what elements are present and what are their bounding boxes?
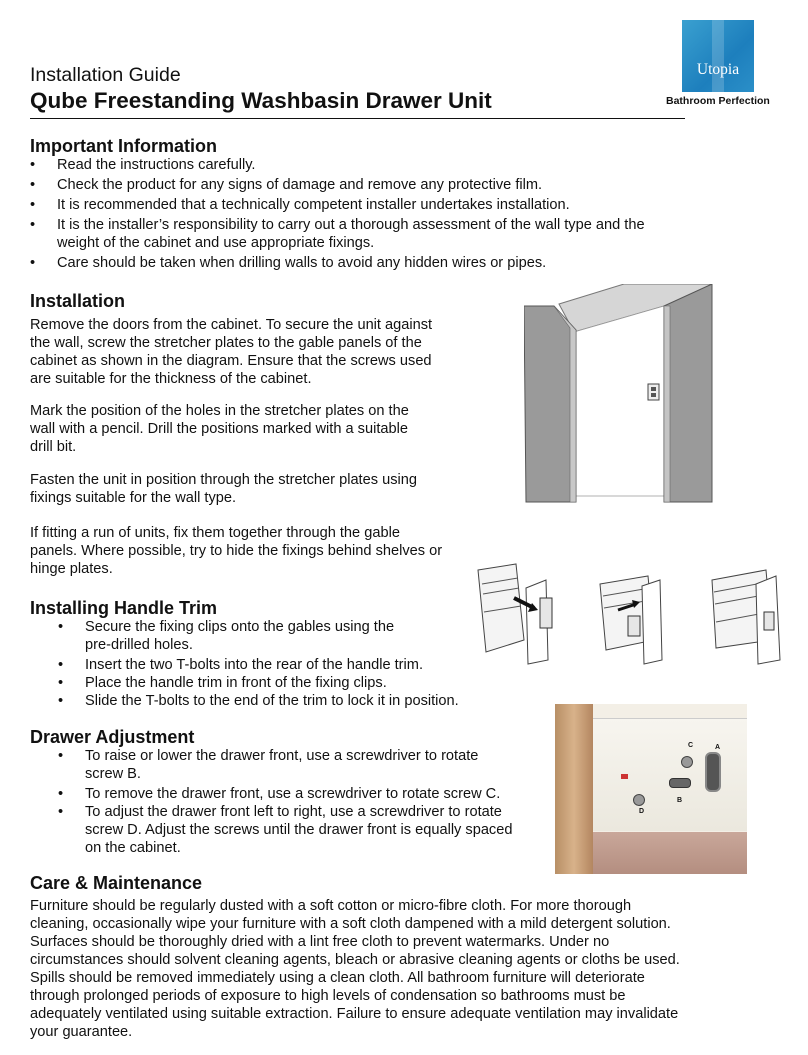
list-item: • To adjust the drawer front left to right, use a screwdriver to rotate screw D. Adjust the screws until the drawer front is equally spaced on the cabinet. bbox=[58, 804, 513, 856]
installation-paragraph: Fasten the unit in position through the stretcher plates using fixings suitable for the wall type. bbox=[30, 472, 417, 506]
bullet-icon: • bbox=[58, 693, 64, 709]
important-list bbox=[30, 156, 677, 274]
trim-step-3 bbox=[712, 570, 780, 664]
bracket-icon bbox=[648, 384, 659, 400]
handle-trim-list bbox=[58, 618, 485, 710]
bullet-icon: • bbox=[58, 748, 64, 764]
photo-label-b: B bbox=[677, 797, 683, 804]
list-item: • It is recommended that a technically competent installer undertakes installation. bbox=[30, 197, 570, 213]
right-gable-edge bbox=[664, 306, 670, 502]
installation-heading: Installation bbox=[30, 291, 126, 311]
bullet-icon: • bbox=[30, 157, 36, 173]
list-item: • Check the product for any signs of damage and remove any protective film. bbox=[30, 177, 543, 193]
floor-tiles bbox=[593, 832, 747, 874]
right-gable-panel bbox=[664, 284, 712, 502]
list-item: • Care should be taken when drilling walls to avoid any hidden wires or pipes. bbox=[30, 255, 547, 271]
list-item: • Place the handle trim in front of the fixing clips. bbox=[58, 675, 387, 691]
bullet-icon: • bbox=[58, 804, 64, 820]
list-item: • To raise or lower the drawer front, use a screwdriver to rotate screw B. bbox=[58, 748, 479, 782]
handle-trim-heading: Installing Handle Trim bbox=[30, 598, 218, 618]
logo-tagline: Bathroom Perfection bbox=[666, 95, 770, 107]
care-paragraph: Furniture should be regularly dusted with a soft cotton or micro-fibre cloth. For more thorough cleaning, occasionally wipe your furniture with a soft cloth dampened with a mild detergent solution. Surfaces should be thoroughly dried with a lint free cloth to prevent watermarks. Under no circumstances should solvent cleaning agents, bleach or abrasive cleaning agents or cloths be used. Spills should be removed immediately using a clean cloth. All bathroom furniture will deteriorate through prolonged periods of exposure to high levels of condensation so bathrooms must be adequately ventilated using suitable extraction. Failure to ensure adequate ventilation may invalidate your guarantee. bbox=[30, 898, 680, 1040]
list-item: • Insert the two T-bolts into the rear of the handle trim. bbox=[58, 657, 423, 673]
list-item: • Read the instructions carefully. bbox=[30, 157, 256, 173]
drawer-heading: Drawer Adjustment bbox=[30, 727, 195, 747]
bullet-icon: • bbox=[30, 217, 36, 233]
utopia-logo bbox=[682, 20, 754, 92]
slot-b-icon bbox=[669, 778, 691, 788]
logo-stripe bbox=[712, 20, 724, 92]
bullet-icon: • bbox=[30, 177, 36, 193]
trim-step-2 bbox=[600, 576, 662, 664]
bullet-icon: • bbox=[58, 657, 64, 673]
photo-label-c: C bbox=[688, 742, 694, 749]
left-gable-panel bbox=[524, 306, 576, 502]
list-item: • It is the installer’s responsibility to carry out a thorough assessment of the wall type and the weight of the cabinet and use appropriate fixings. bbox=[30, 217, 645, 251]
back-panel bbox=[574, 306, 664, 496]
important-heading: Important Information bbox=[30, 136, 217, 156]
handle-trim-diagrams bbox=[476, 560, 788, 670]
drawer-list bbox=[58, 747, 530, 857]
document-subtitle: Installation Guide bbox=[30, 64, 181, 86]
bullet-icon: • bbox=[58, 619, 64, 635]
care-heading: Care & Maintenance bbox=[30, 873, 203, 893]
slot-a-icon bbox=[705, 752, 721, 792]
cabinet-diagram bbox=[524, 284, 718, 506]
trim-step-1 bbox=[478, 564, 552, 664]
bullet-icon: • bbox=[58, 786, 64, 802]
list-item: • To remove the drawer front, use a screwdriver to rotate screw C. bbox=[58, 786, 501, 802]
screw-c-icon bbox=[681, 756, 693, 768]
list-item: • Secure the fixing clips onto the gables using the pre-drilled holes. bbox=[58, 619, 395, 653]
wood-edge bbox=[555, 704, 593, 874]
drawer-side bbox=[593, 718, 747, 831]
red-marker-icon bbox=[621, 774, 628, 779]
bullet-icon: • bbox=[30, 255, 36, 271]
installation-paragraph: Remove the doors from the cabinet. To secure the unit against the wall, screw the stretcher plates to the gable panels of the cabinet as shown in the diagram. Ensure that the screws used are suitable for the thickness of the cabinet. bbox=[30, 317, 433, 387]
screw-d-icon bbox=[633, 794, 645, 806]
bullet-icon: • bbox=[30, 197, 36, 213]
header-rule bbox=[30, 118, 685, 119]
installation-paragraph: If fitting a run of units, fix them together through the gable panels. Where possible, try to hide the fixings behind shelves or hinge plates. bbox=[30, 525, 443, 577]
bullet-icon: • bbox=[58, 675, 64, 691]
photo-label-a: A bbox=[715, 744, 721, 751]
document-title: Qube Freestanding Washbasin Drawer Unit bbox=[30, 88, 492, 113]
photo-label-d: D bbox=[639, 808, 645, 815]
installation-paragraph: Mark the position of the holes in the stretcher plates on the wall with a pencil. Drill the positions marked with a suitable drill bit. bbox=[30, 403, 409, 455]
drawer-photo bbox=[555, 704, 747, 874]
logo-text: Utopia bbox=[696, 61, 740, 78]
list-item: • Slide the T-bolts to the end of the trim to lock it in position. bbox=[58, 693, 459, 709]
